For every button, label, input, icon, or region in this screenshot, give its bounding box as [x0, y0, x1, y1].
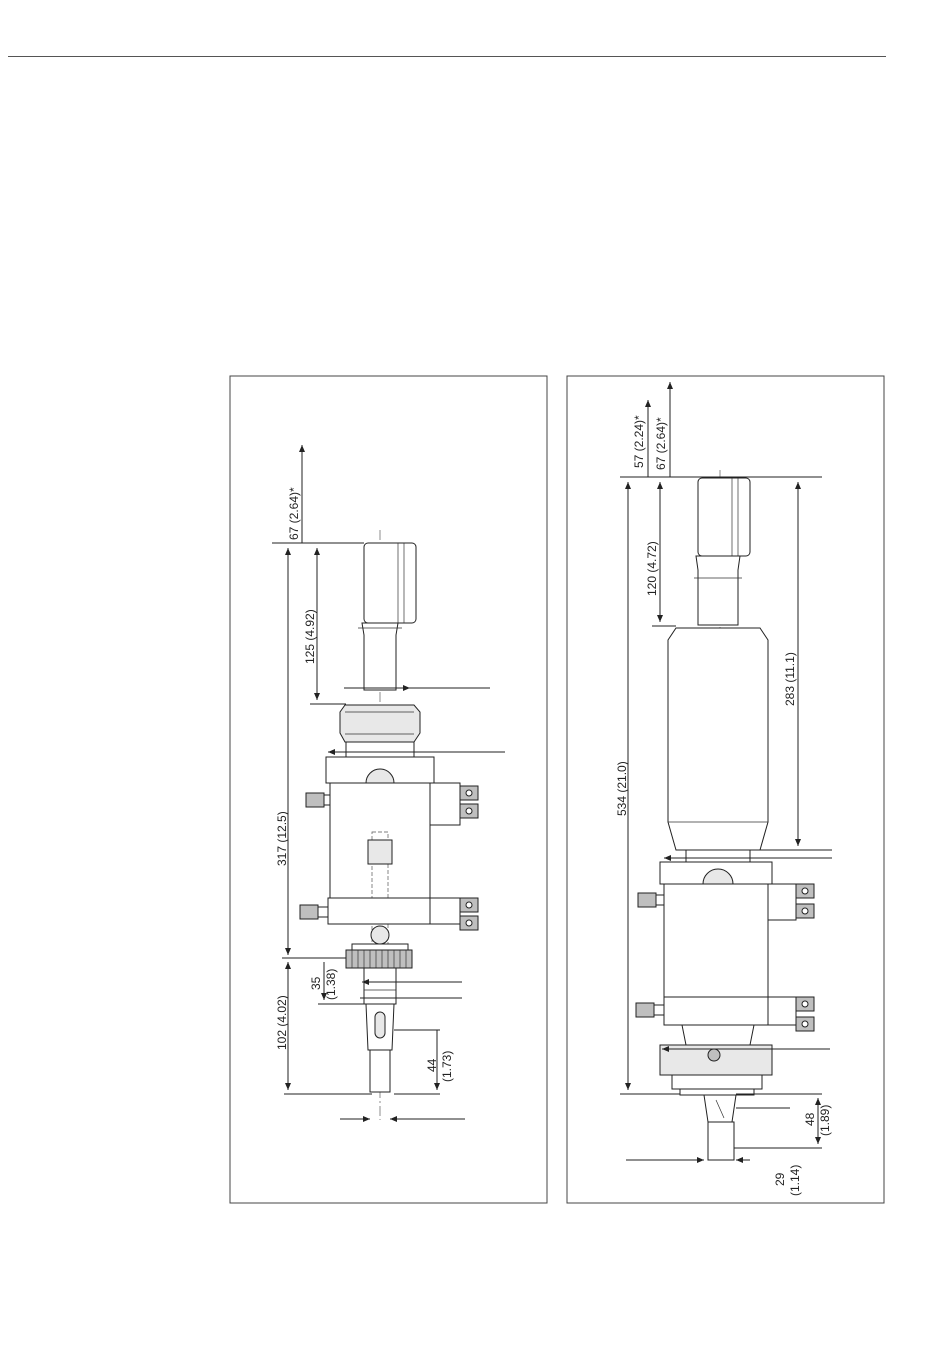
left-dim-44-inch: (1.73) [440, 1050, 454, 1082]
left-assembly [300, 530, 478, 1120]
left-top-cap [364, 543, 416, 623]
right-assembly [636, 470, 814, 1160]
right-dim-57: 57 (2.24)* [632, 415, 646, 468]
right-fittings-left [636, 893, 664, 1017]
right-fittings-right [796, 884, 814, 1031]
left-view-panel [230, 376, 547, 1203]
right-probe-tip [708, 1122, 734, 1160]
right-dim-48-inch: (1.89) [818, 1104, 832, 1136]
left-probe-tip [370, 1050, 390, 1092]
right-view-panel [567, 376, 884, 1203]
right-lower-flange [664, 997, 770, 1025]
left-fittings-right [460, 786, 478, 930]
right-dim-67: 67 (2.64)* [654, 417, 668, 470]
right-dim-48: 48 [803, 1112, 817, 1126]
left-dim-125: 125 (4.92) [303, 609, 317, 664]
right-main-cylinder [668, 628, 768, 850]
left-dim-35: 35 [309, 976, 323, 990]
left-dim-102: 102 (4.02) [275, 995, 289, 1050]
right-dim-29-inch: (1.14) [788, 1164, 802, 1196]
left-dim-67: 67 (2.64)* [287, 487, 301, 540]
right-top-cap [698, 478, 750, 556]
left-dim-44: 44 [425, 1058, 439, 1072]
left-lower-flange [328, 898, 434, 924]
right-cylinder [664, 884, 768, 997]
left-fittings-left [300, 793, 330, 919]
right-dim-534: 534 (21.0) [615, 761, 629, 816]
left-dim-317: 317 (12.5) [275, 811, 289, 866]
left-knurled-collar [346, 950, 412, 968]
left-dim-35-inch: (1.38) [324, 968, 338, 1000]
right-dim-120: 120 (4.72) [645, 541, 659, 596]
left-hex-nut [340, 705, 420, 742]
right-dim-283: 283 (11.1) [783, 652, 797, 706]
right-dim-29: 29 [773, 1172, 787, 1186]
